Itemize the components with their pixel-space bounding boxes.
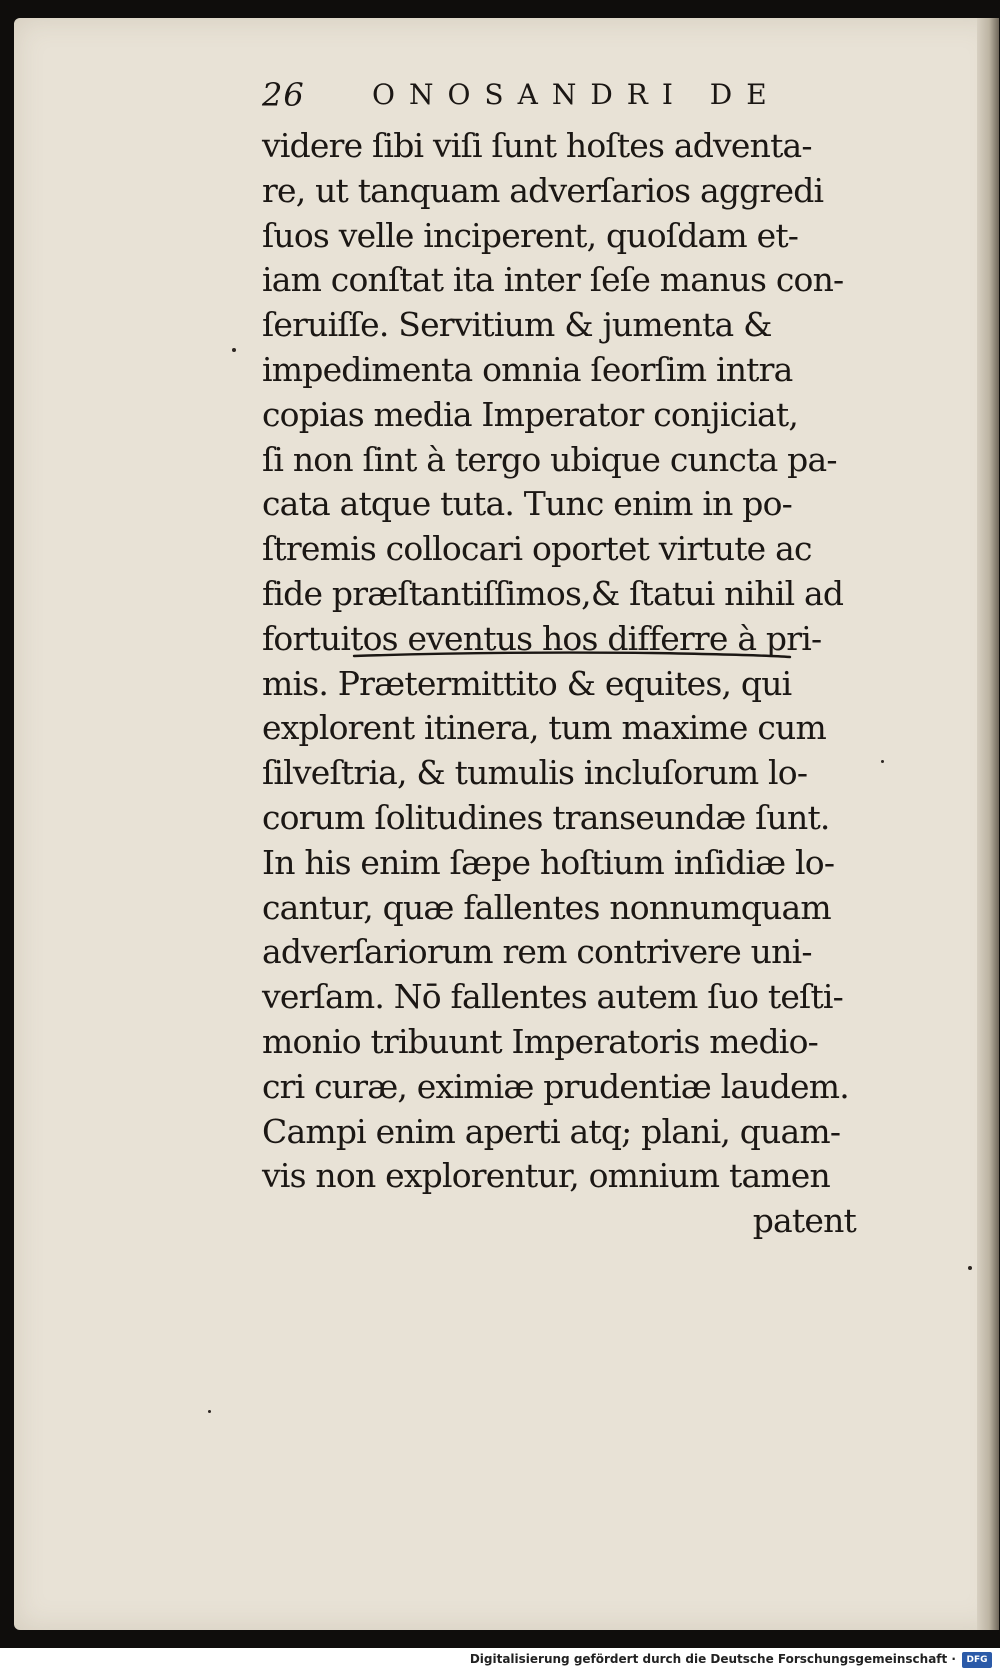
text-line: monio tribuunt Imperatoris medio- [262,1021,818,1061]
text-line: ſi non ſint à tergo ubique cuncta pa- [262,439,837,479]
text-line: explorent itinera, tum maxime cum [262,708,826,748]
text-line: impedimenta omnia ſeorſim intra [262,349,793,389]
text-line: ſuos velle inciperent, quoſdam et- [262,215,799,255]
page-gutter [977,18,999,1630]
pen-stroke-mark [352,650,792,660]
paper-speck [881,760,884,763]
dfg-logo-icon: DFG [962,1652,992,1668]
text-line: ſeruiſſe. Servitium & jumenta & [262,305,772,345]
text-line: fide præſtantiſſimos,& ſtatui nihil ad [262,573,844,613]
text-line: ſtremis collocari oportet virtute ac [262,529,812,569]
running-title: ONOSANDRI DE [372,78,781,111]
text-line: verſam. Nō fallentes autem ſuo teſti- [262,977,844,1017]
text-line: mis. Prætermittito & equites, qui [262,663,792,703]
paper-speck [968,1266,972,1270]
paper-speck [232,348,236,352]
funding-note: Digitalisierung gefördert durch die Deutsche Forschungsgemeinschaft · [469,1652,956,1666]
text-line: ſilveſtria, & tumulis incluſorum lo- [262,753,808,793]
catchword: patent [752,1201,856,1241]
text-line: videre ſibi viſi ſunt hoſtes adventa- [262,126,812,165]
text-line: vis non explorentur, omnium tamen [262,1156,830,1196]
main-text-block [262,124,862,1244]
page-header [262,76,862,116]
text-line: fortuitos eventus hos differre à pri- [262,618,822,658]
page-number: 26 [262,76,305,114]
text-line: corum ſolitudines transeundæ ſunt. [262,797,830,837]
text-line: iam conſtat ita inter ſeſe manus con- [262,260,844,300]
text-line: cata atque tuta. Tunc enim in po- [262,484,792,524]
footer-bar [0,1648,1000,1676]
text-line: re, ut tanquam adverſarios aggredi [262,170,824,210]
paper-speck [208,1410,211,1413]
text-line: cantur, quæ fallentes nonnumquam [262,887,831,927]
text-line: adverſariorum rem contrivere uni- [262,932,812,972]
text-line: Campi enim aperti atq; plani, quam- [262,1111,841,1151]
text-line: In his enim ſæpe hoſtium inſidiæ lo- [262,842,835,882]
text-line: cri curæ, eximiæ prudentiæ laudem. [262,1066,849,1106]
text-line: copias media Imperator conjiciat, [262,394,799,434]
